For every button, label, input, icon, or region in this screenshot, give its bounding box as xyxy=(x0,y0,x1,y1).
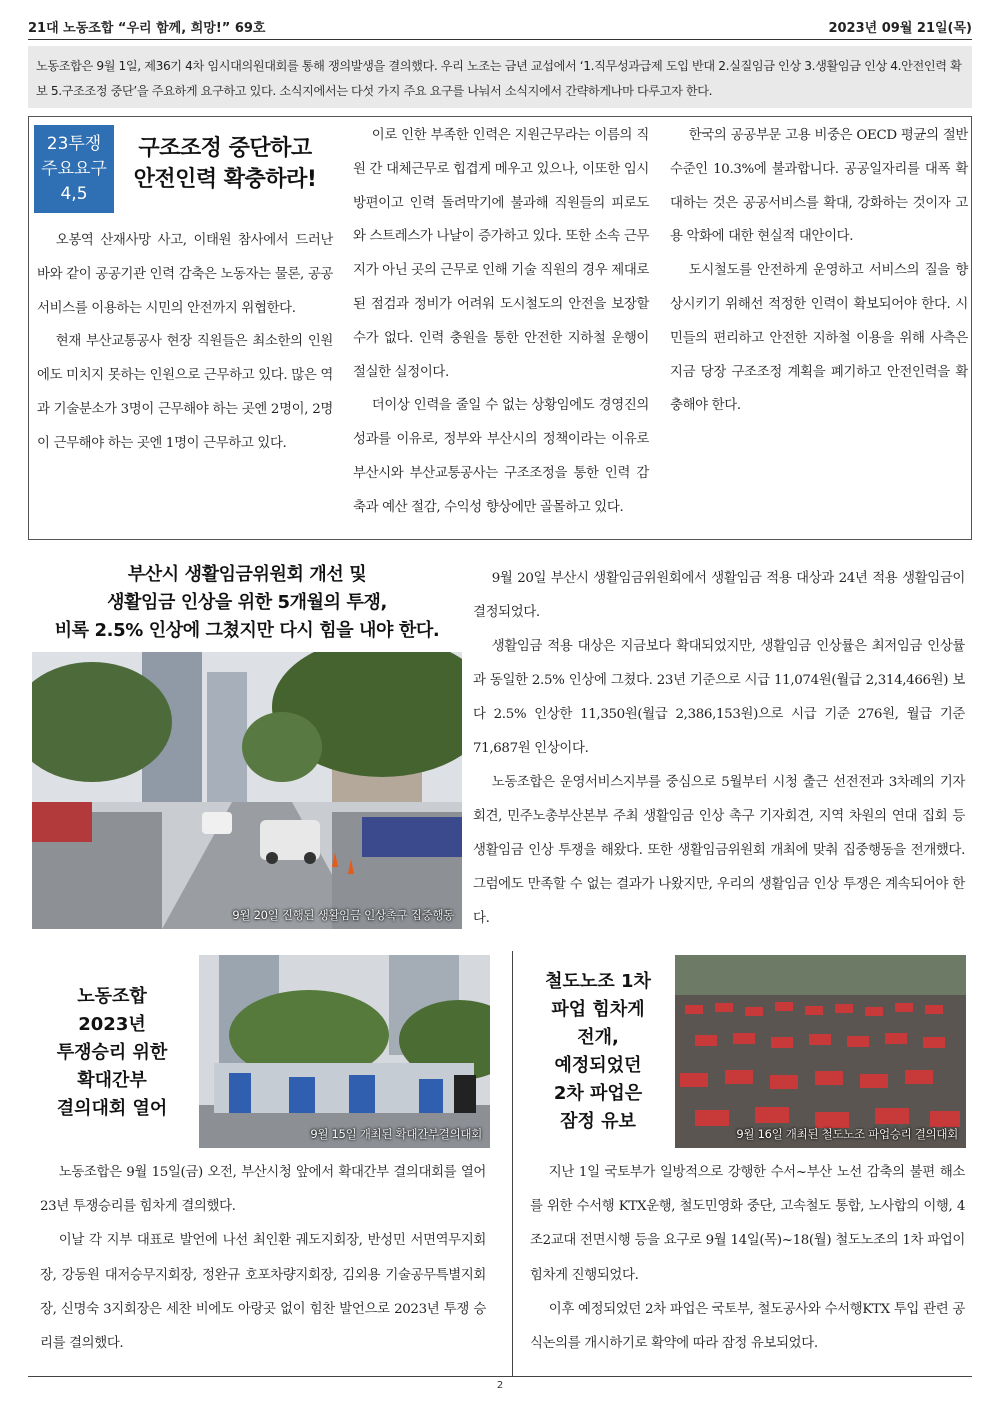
paragraph: 지난 1일 국토부가 일방적으로 강행한 수서~부산 노선 감축의 불편 해소를 위한 수서행 KTX운행, 철도민영화 중단, 고속철도 통합, 노사합의 이행, 4조2교대 전면시행 등을 요구로 9월 14일(목)~18(월) 철도노조의 1차 파업이 힘차게 진행되었다. xyxy=(530,1165,965,1283)
article-title xyxy=(530,968,666,1136)
photo-caption: 9월 20일 진행된 생활임금 인상촉구 집중행동 xyxy=(232,908,454,922)
living-wage-rally-photo xyxy=(32,652,462,929)
street-rally-illustration xyxy=(32,652,462,929)
article-column xyxy=(353,119,649,525)
paragraph: 이날 각 지부 대표로 발언에 나선 최인환 궤도지회장, 반성민 서면역무지회장, 강동원 대저승무지회장, 정완규 호포차량지회장, 김외용 기술공무특별지회장, 신명숙 3지회장은 세찬 비에도 아랑곳 없이 힘찬 발언으로 2023년 투쟁 승리를 결의했다. xyxy=(40,1233,486,1352)
newsletter-header xyxy=(28,18,972,40)
article-title-line: 노동조합 xyxy=(77,986,147,1007)
article-column xyxy=(473,562,965,936)
article-title-line: 비록 2.5% 인상에 그쳤지만 다시 힘을 내야 한다. xyxy=(54,620,440,641)
paragraph: 한국의 공공부문 고용 비중은 OECD 평균의 절반 수준인 10.3%에 불과합니다. 공공일자리를 대폭 확대하는 것은 공공서비스를 확대, 강화하는 것이자 고용 악화에 대한 현실적 대안이다. xyxy=(670,128,968,245)
article-title-line: 2차 파업은 xyxy=(553,1083,643,1104)
article-column xyxy=(37,224,333,461)
paragraph: 생활임금 적용 대상은 지금보다 확대되었지만, 생활임금 인상률은 최저임금 인상률과 동일한 2.5% 인상에 그쳤다. 23년 기준으로 시급 11,074원(월급 2,314,466원) 보다 2.5% 인상한 11,350원(월급 2,386,153원)으로 시급 기준 276원, 월급 기준 71,687원 인상이다. xyxy=(473,639,965,756)
article-title xyxy=(32,561,462,645)
demand-badge-line: 주요요구 xyxy=(41,159,107,179)
article-title-line: 철도노조 1차 xyxy=(545,971,651,992)
demand-badge xyxy=(34,125,114,213)
paragraph: 노동조합은 운영서비스지부를 중심으로 5월부터 시청 출근 선전전과 3차례의 기자회견, 민주노총부산본부 주최 생활임금 인상 촉구 기자회견, 지역 차원의 연대 집회 등 생활임금 인상 투쟁을 해왔다. 또한 생활임금위원회 개최에 맞춰 집중행동을 전개했다. 그럼에도 만족할 수 없는 결과가 나왔지만, 우리의 생활임금 인상 투쟁은 계속되어야 한다. xyxy=(473,775,965,926)
article-title-line: 안전인력 확충하라! xyxy=(133,167,317,192)
article-title xyxy=(125,133,325,195)
newsletter-issue: 21대 노동조합 “우리 함께, 희망!” 69호 xyxy=(28,21,266,36)
article-title-line: 확대간부 xyxy=(77,1070,147,1091)
article-title-line: 생활임금 인상을 위한 5개월의 투쟁, xyxy=(107,592,387,613)
rail-strike-rally-photo xyxy=(675,955,966,1148)
article-title-line: 2023년 xyxy=(78,1014,146,1035)
rain-rally-illustration xyxy=(199,955,490,1148)
issue-date: 2023년 09월 21일(목) xyxy=(828,21,972,36)
article-restructuring xyxy=(28,116,972,540)
paragraph: 이후 예정되었던 2차 파업은 국토부, 철도공사와 수서행KTX 투입 관련 공식논의를 개시하기로 확약에 따라 잠정 유보되었다. xyxy=(530,1301,965,1352)
paragraph: 현재 부산교통공사 현장 직원들은 최소한의 인원에도 미치지 못하는 인원으로 근무하고 있다. 많은 역과 기술분소가 3명이 근무해야 하는 곳엔 2명이, 2명이 근무해야 하는 곳엔 1명이 근무하고 있다. xyxy=(37,334,333,451)
article-title-line: 결의대회 열어 xyxy=(56,1098,168,1119)
paragraph: 도시철도를 안전하게 운영하고 서비스의 질을 향상시키기 위해선 적정한 인력이 확보되어야 한다. 시민들의 편리하고 안전한 지하철 이용을 위해 사측은 지금 당장 구조조정 계획을 폐기하고 안전인력을 확충해야 한다. xyxy=(670,263,968,414)
article-title xyxy=(34,983,190,1123)
demand-badge-line: 4,5 xyxy=(60,184,88,204)
article-title-line: 구조조정 중단하고 xyxy=(138,136,312,161)
paragraph: 더이상 인력을 줄일 수 없는 상황임에도 경영진의 성과를 이유로, 정부와 부산시의 정책이라는 이유로 부산시와 부산교통공사는 구조조정을 통한 인력 감축과 예산 절감, 수익성 향상에만 골몰하고 있다. xyxy=(353,398,649,515)
article-title-line: 투쟁승리 위한 xyxy=(56,1042,168,1063)
cadre-rally-photo xyxy=(199,955,490,1148)
article-column xyxy=(530,1156,965,1361)
paragraph: 이로 인한 부족한 인력은 지원근무라는 이름의 직원 간 대체근무로 힙겹게 메우고 있으나, 이또한 임시방편이고 인력 돌려막기에 불과해 직원들의 피로도와 스트레스가 나날이 증가하고 있다. 또한 소속 근무지가 아닌 곳의 근무로 인해 기술 직원의 경우 제대로 된 점검과 정비가 어려워 도시철도의 안전을 보장할 수가 없다. 인력 충원을 통한 안전한 지하철 운행이 절실한 실정이다. xyxy=(353,128,649,380)
article-title-line: 전개, xyxy=(577,1027,619,1048)
paragraph: 노동조합은 9월 15일(금) 오전, 부산시청 앞에서 확대간부 결의대회를 열어 23년 투쟁승리를 힘차게 결의했다. xyxy=(40,1165,486,1215)
paragraph: 오봉역 산재사망 사고, 이태원 참사에서 드러난 바와 같이 공공기관 인력 감축은 노동자는 물론, 공공서비스를 이용하는 시민의 안전까지 위협한다. xyxy=(37,233,333,316)
article-column xyxy=(670,119,968,423)
article-column xyxy=(40,1156,486,1361)
article-title-line: 파업 힘차게 xyxy=(551,999,645,1020)
footer-divider xyxy=(28,1376,972,1377)
intro-summary: 노동조합은 9월 1일, 제36기 4차 임시대의원대회를 통해 쟁의발생을 결의했다. 우리 노조는 금년 교섭에서 ‘1.직무성과급제 도입 반대 2.실질임금 인상 3.생활임금 인상 4.안전인력 확보 5.구조조정 중단’을 주요하게 요구하고 있다. 소식지에서는 다섯 가지 주요 요구를 나눠서 소식지에서 간략하게나마 다루고자 한다. xyxy=(28,46,972,108)
photo-caption: 9월 15일 개최된 확대간부결의대회 xyxy=(310,1127,482,1141)
article-title-line: 예정되었던 xyxy=(554,1055,642,1076)
demand-badge-line: 23투쟁 xyxy=(46,134,102,154)
page-number: 2 xyxy=(496,1380,504,1391)
paragraph: 9월 20일 부산시 생활임금위원회에서 생활임금 적용 대상과 24년 적용 생활임금이 결정되었다. xyxy=(473,571,965,620)
crowd-rally-illustration xyxy=(675,955,966,1148)
column-divider xyxy=(512,951,513,1376)
photo-caption: 9월 16일 개최된 철도노조 파업승리 결의대회 xyxy=(736,1127,958,1141)
article-title-line: 부산시 생활임금위원회 개선 및 xyxy=(127,564,367,585)
article-title-line: 잠정 유보 xyxy=(560,1111,636,1132)
